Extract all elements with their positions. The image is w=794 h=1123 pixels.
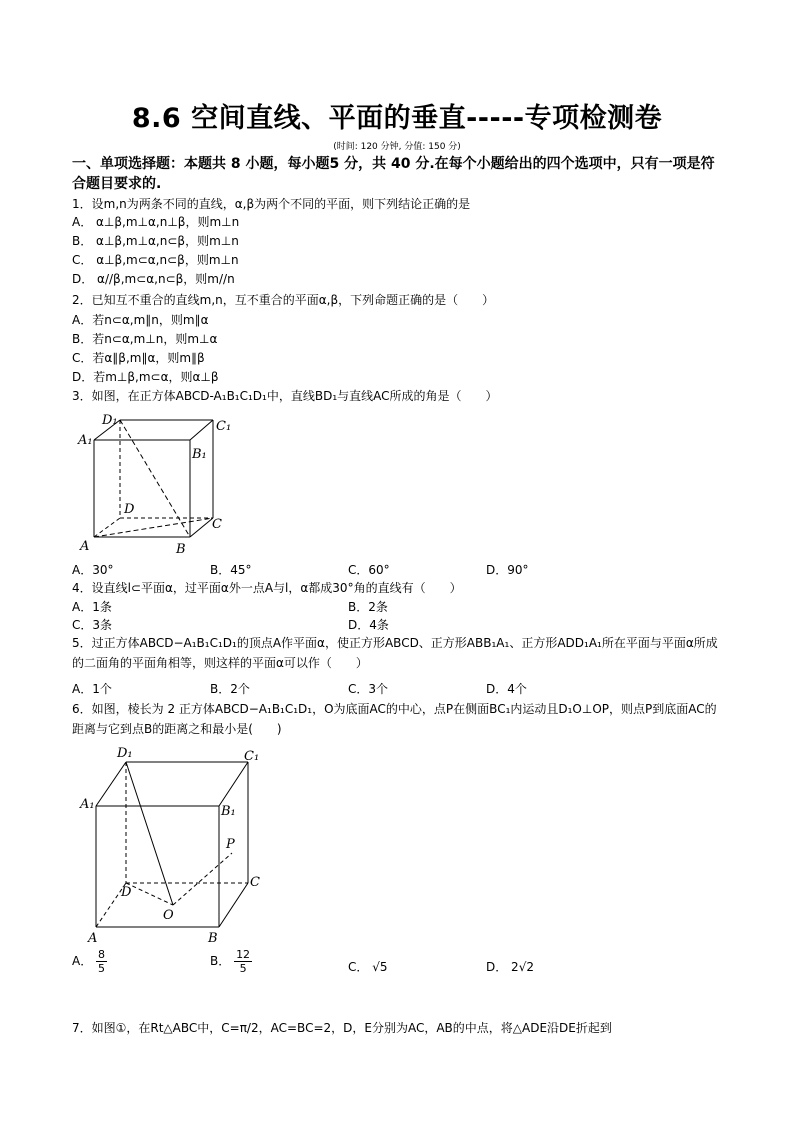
q4-option-b: B．2条 [348,600,388,614]
q1-option-b: B． α⊥β,m⊥α,n⊂β，则m⊥n [72,234,239,248]
q5-option-b: B．2个 [210,682,250,696]
question-1-stem: 1．设m,n为两条不同的直线，α,β为两个不同的平面，则下列结论正确的是 [72,197,471,211]
q3-option-a: A．30° [72,563,114,577]
label-o: O [163,908,174,923]
question-4-stem: 4．设直线l⊂平面α，过平面α外一点A与l，α都成30°角的直线有（ ） [72,581,462,595]
q5-option-a: A．1个 [72,682,112,696]
label-a: A [80,539,90,554]
q2-option-d: D．若m⊥β,m⊂α，则α⊥β [72,370,219,384]
question-5-stem: 5．过正方体ABCD−A₁B₁C₁D₁的顶点A作平面α，使正方形ABCD、正方形ABB₁A₁、正方形ADD₁A₁所在平面与平面α所成的二面角的平面角相等，则这样的平面α可以作（ ） [72,636,718,670]
fraction-denominator: 5 [239,962,247,975]
label-b1: B₁ [192,447,207,462]
label-a1: A₁ [78,433,93,448]
q3-option-d: D．90° [486,563,529,577]
q6-option-a-fraction [96,948,107,975]
q2-option-a: A．若n⊂α,m∥n，则m∥α [72,313,209,327]
q5-option-d: D．4个 [486,682,527,696]
label-d1: D₁ [117,746,133,761]
question-2-stem: 2．已知互不重合的直线m,n，互不重合的平面α,β，下列命题正确的是（ ） [72,293,495,307]
label-d: D [124,502,135,517]
q6-option-a [72,948,107,975]
q4-option-a: A．1条 [72,600,112,614]
label-p: P [226,837,235,852]
label-d1: D₁ [102,413,118,428]
fraction-numerator: 12 [236,948,251,961]
q4-option-d: D．4条 [348,618,389,632]
q2-option-b: B．若n⊂α,m⊥n，则m⊥α [72,332,218,346]
label-a: A [88,931,98,946]
q6-option-c: C． √5 [348,960,388,974]
q1-option-d: D． α//β,m⊂α,n⊂β，则m//n [72,272,235,286]
q5-option-c: C．3个 [348,682,389,696]
q6-option-b-fraction [234,948,252,975]
label-c: C [212,517,222,532]
question-7-stem: 7．如图①，在Rt△ABC中，C=π/2，AC=BC=2，D，E分别为AC，AB的中点，将△ADE沿DE折起到 [72,1021,612,1035]
label-c1: C₁ [244,749,260,764]
q3-option-c: C．60° [348,563,390,577]
label-c: C [250,875,260,890]
q6-option-b [210,948,252,975]
fraction-numerator: 8 [98,948,106,961]
fraction-denominator: 5 [98,962,106,975]
label-a1: A₁ [80,797,95,812]
section-heading: 一、单项选择题：本题共 8 小题，每小题5 分，共 40 分.在每个小题给出的四个选项中，只有一项是符合题目要求的. [72,156,715,192]
label-c1: C₁ [216,419,232,434]
exam-info: (时间: 120 分钟, 分值: 150 分) [333,142,461,152]
question-3-stem: 3．如图，在正方体ABCD-A₁B₁C₁D₁中，直线BD₁与直线AC所成的角是（ ） [72,389,498,403]
q1-option-a: A． α⊥β,m⊥α,n⊥β，则m⊥n [72,215,240,229]
label-b: B [208,931,218,946]
q2-option-c: C．若α∥β,m∥α，则m∥β [72,351,205,365]
label-b1: B₁ [221,804,236,819]
page-title: 8.6 空间直线、平面的垂直-----专项检测卷 [131,103,663,134]
q6-option-d: D． 2√2 [486,960,534,974]
question-6-stem: 6．如图，棱长为 2 正方体ABCD−A₁B₁C₁D₁，O为底面AC的中心，点P在侧面BC₁内运动且D₁O⊥OP，则点P到底面AC的距离与它到点B的距离之和最小是( ) [72,702,717,736]
label-b: B [176,542,186,557]
q3-option-b: B．45° [210,563,252,577]
q1-option-c: C． α⊥β,m⊂α,n⊂β，则m⊥n [72,253,239,267]
label-d: D [121,885,132,900]
q4-option-c: C．3条 [72,618,113,632]
q6-option-a-prefix: A． [72,954,93,968]
q6-option-b-prefix: B． [210,954,231,968]
